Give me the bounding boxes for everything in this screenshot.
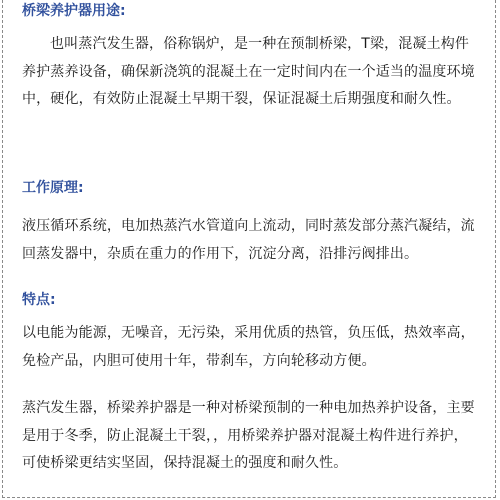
- usage-heading: 桥梁养护器用途:: [22, 3, 126, 19]
- principle-heading: 工作原理:: [22, 180, 84, 196]
- principle-paragraph: 液压循环系统，电加热蒸汽水管道向上流动，同时蒸发部分蒸汽凝结，流回蒸发器中，杂质在重力的作用下，沉淀分离，沿排污阀排出。: [22, 218, 475, 262]
- features-heading: 特点:: [22, 292, 56, 308]
- summary-paragraph: 蒸汽发生器，桥梁养护器是一种对桥梁预制的一种电加热养护设备，主要是用于冬季，防止混凝土干裂，，用桥梁养护器对混凝土构件进行养护，可使桥梁更结实坚固，保持混凝土的强度和耐久性。: [22, 400, 475, 471]
- features-paragraph: 以电能为能源，无噪音，无污染，采用优质的热管，负压低，热效率高，免检产品，内胆可使用十年，带刹车，方向轮移动方便。: [22, 325, 475, 369]
- usage-paragraph: 也叫蒸汽发生器，俗称锅炉，是一种在预制桥梁，T梁，混凝土构件养护蒸养设备，确保新浇筑的混凝土在一定时间内在一个适当的温度环境中，硬化，有效防止混凝土早期干裂，保证混凝土后期强度和耐久性。: [22, 36, 475, 107]
